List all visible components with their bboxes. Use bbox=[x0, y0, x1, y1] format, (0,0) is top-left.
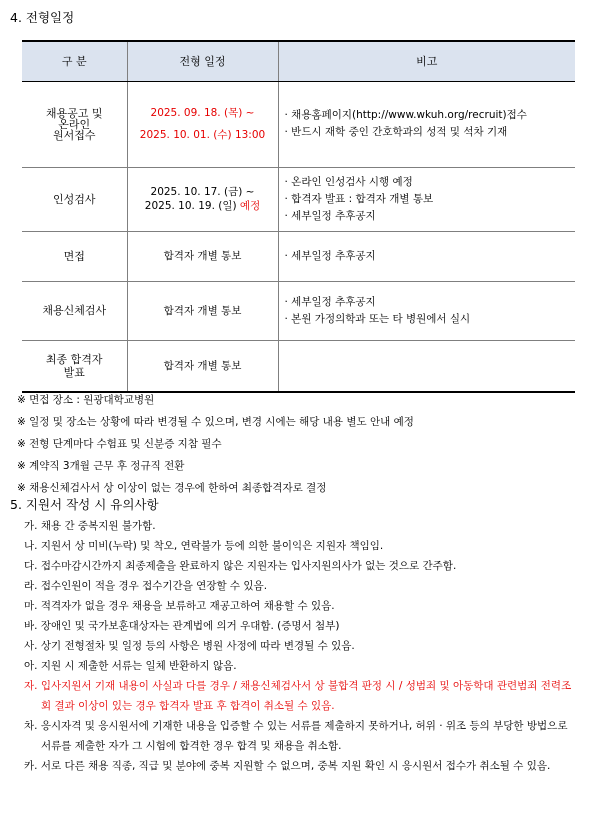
row-dates: 합격자 개별 통보 bbox=[127, 340, 278, 392]
list-item: 가. 채용 간 중복지원 불가함. bbox=[24, 520, 156, 532]
list-item: 나. 지원서 상 미비(누락) 및 착오, 연락불가 등에 의한 불이익은 지원자 책임임. bbox=[24, 540, 384, 552]
row-category: 최종 합격자 발표 bbox=[22, 340, 127, 392]
list-item: 다. 접수마감시간까지 최종제출을 완료하지 않은 지원자는 입사지원의사가 없는 것으로 간주함. bbox=[24, 560, 457, 572]
header-category: 구 분 bbox=[22, 41, 127, 81]
row-notes: · 온라인 인성검사 시행 예정 · 합격자 발표 : 합격자 개별 통보 · 세부일정 추후공지 bbox=[278, 167, 575, 231]
row-category: 인성검사 bbox=[22, 167, 127, 231]
row-dates: 2025. 10. 17. (금) ~ 2025. 10. 19. (일) 예정 bbox=[127, 167, 278, 231]
footnote: ※ 채용신체검사서 상 이상이 없는 경우에 한하여 최종합격자로 결정 bbox=[17, 482, 327, 494]
list-item: 아. 지원 시 제출한 서류는 일체 반환하지 않음. bbox=[24, 660, 237, 672]
row-notes: · 세부일정 추후공지 bbox=[278, 231, 575, 281]
list-item: 차. 응시자격 및 응시원서에 기재한 내용을 입증할 수 있는 서류를 제출하지 못하거나, 허위 · 위조 등의 부당한 방법으로 서류를 제출한 자가 그 시험에 합격한 경우 합격 및 채용을 취소함. bbox=[24, 720, 568, 752]
row-notes: · 채용홈페이지(http://www.wkuh.org/recruit)접수 · 반드시 재학 중인 간호학과의 성적 및 석차 기재 bbox=[278, 81, 575, 167]
row-notes bbox=[278, 340, 575, 392]
header-remarks: 비고 bbox=[278, 41, 575, 81]
table-row bbox=[22, 340, 575, 392]
list-item: 바. 장애인 및 국가보훈대상자는 관계법에 의거 우대함. (증명서 첨부) bbox=[24, 620, 340, 632]
guidelines-list bbox=[24, 516, 580, 776]
footnote: ※ 일정 및 장소는 상황에 따라 변경될 수 있으며, 변경 시에는 해당 내용 별도 안내 예정 bbox=[17, 416, 414, 428]
list-item-warning: 자. 입사지원서 기재 내용이 사실과 다를 경우 / 채용신체검사서 상 불합격 판정 시 / 성범죄 및 아동학대 관련범죄 전력조회 결과 이상이 있는 경우 합격자 발표 후 합격이 취소될 수 있음. bbox=[24, 680, 572, 712]
table-row bbox=[22, 81, 575, 167]
row-category: 채용신체검사 bbox=[22, 281, 127, 340]
section-title-schedule: 4. 전형일정 bbox=[10, 10, 75, 25]
table-header-row bbox=[22, 41, 575, 81]
row-notes: · 세부일정 추후공지 · 본원 가정의학과 또는 타 병원에서 실시 bbox=[278, 281, 575, 340]
row-category: 채용공고 및 온라인 원서접수 bbox=[22, 81, 127, 167]
footnote: ※ 면접 장소 : 원광대학교병원 bbox=[17, 394, 155, 406]
header-schedule: 전형 일정 bbox=[127, 41, 278, 81]
footnote: ※ 계약직 3개월 근무 후 정규직 전환 bbox=[17, 460, 185, 472]
schedule-table bbox=[22, 40, 575, 393]
list-item: 마. 적격자가 없을 경우 채용을 보류하고 재공고하여 채용할 수 있음. bbox=[24, 600, 335, 612]
row-dates: 합격자 개별 통보 bbox=[127, 231, 278, 281]
row-category: 면접 bbox=[22, 231, 127, 281]
list-item: 라. 접수인원이 적을 경우 접수기간을 연장할 수 있음. bbox=[24, 580, 268, 592]
table-row bbox=[22, 231, 575, 281]
section-title-guidelines: 5. 지원서 작성 시 유의사항 bbox=[10, 497, 159, 512]
table-row bbox=[22, 167, 575, 231]
list-item: 카. 서로 다른 채용 직종, 직급 및 분야에 중복 지원할 수 없으며, 중복 지원 확인 시 응시원서 접수가 취소될 수 있음. bbox=[24, 760, 551, 772]
row-dates: 2025. 09. 18. (목) ~ 2025. 10. 01. (수) 13:00 bbox=[127, 81, 278, 167]
footnote: ※ 전형 단계마다 수험표 및 신분증 지참 필수 bbox=[17, 438, 222, 450]
list-item: 사. 상기 전형절차 및 일정 등의 사항은 병원 사정에 따라 변경될 수 있음. bbox=[24, 640, 355, 652]
footnotes bbox=[17, 389, 414, 499]
table-row bbox=[22, 281, 575, 340]
row-dates: 합격자 개별 통보 bbox=[127, 281, 278, 340]
